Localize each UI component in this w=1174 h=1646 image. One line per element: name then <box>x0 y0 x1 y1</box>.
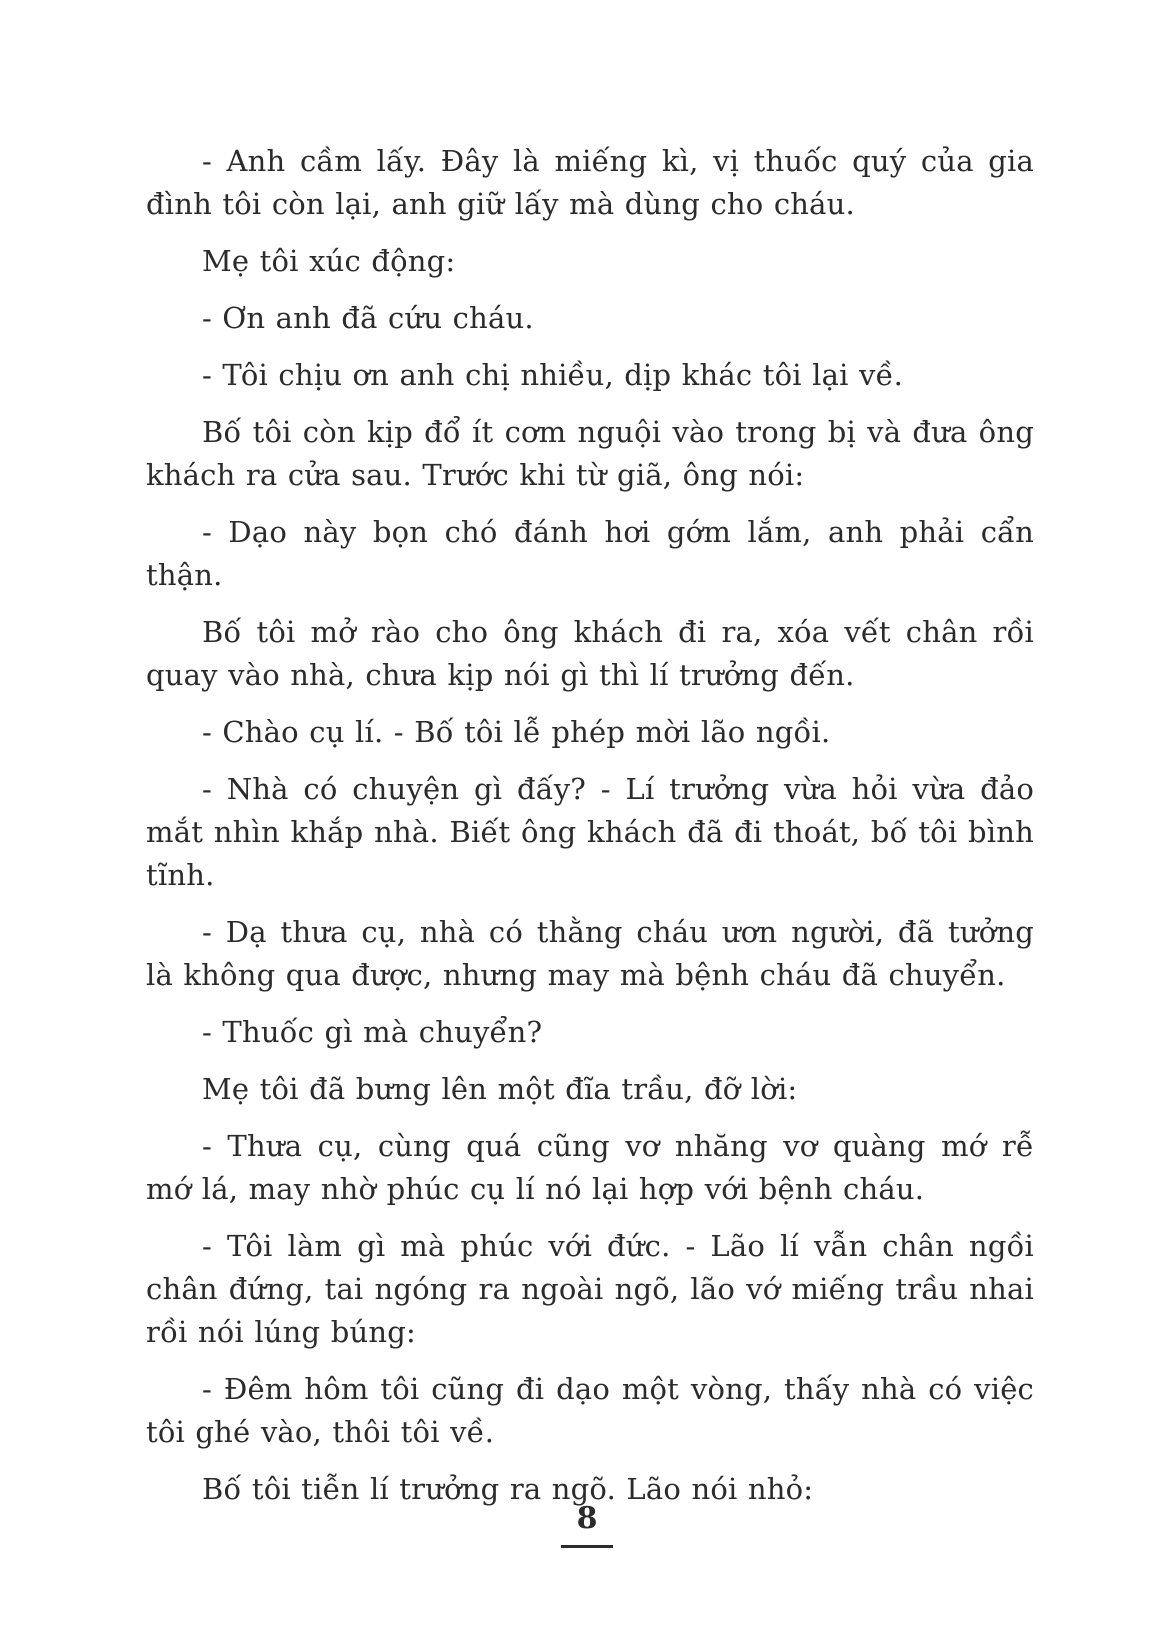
paragraph: - Thuốc gì mà chuyển? <box>202 1015 543 1049</box>
paragraph: Bố tôi còn kịp đổ ít cơm nguội vào trong bị và đưa ông khách ra cửa sau. Trước khi từ giã, ông nói: <box>146 415 1034 492</box>
paragraph: - Đêm hôm tôi cũng đi dạo một vòng, thấy nhà có việc tôi ghé vào, thôi tôi về. <box>146 1372 1034 1449</box>
page-footer <box>0 1502 1174 1548</box>
paragraph: Mẹ tôi xúc động: <box>202 244 456 278</box>
paragraph: Mẹ tôi đã bưng lên một đĩa trầu, đỡ lời: <box>202 1072 798 1106</box>
text-content <box>146 140 1034 1525</box>
paragraph: - Tôi làm gì mà phúc với đức. - Lão lí vẫn chân ngồi chân đứng, tai ngóng ra ngoài ngõ, lão vớ miếng trầu nhai rồi nói lúng búng: <box>146 1229 1034 1349</box>
paragraph: - Anh cầm lấy. Đây là miếng kì, vị thuốc quý của gia đình tôi còn lại, anh giữ lấy mà dùng cho cháu. <box>146 144 1034 221</box>
paragraph: - Nhà có chuyện gì đấy? - Lí trưởng vừa hỏi vừa đảo mắt nhìn khắp nhà. Biết ông khách đã đi thoát, bố tôi bình tĩnh. <box>146 772 1034 892</box>
page-number: 8 <box>576 1501 598 1536</box>
paragraph: Bố tôi mở rào cho ông khách đi ra, xóa vết chân rồi quay vào nhà, chưa kịp nói gì thì lí trưởng đến. <box>146 615 1034 692</box>
page-number-underline <box>561 1545 613 1548</box>
paragraph: - Dạ thưa cụ, nhà có thằng cháu ươn người, đã tưởng là không qua được, nhưng may mà bệnh cháu đã chuyển. <box>146 915 1034 992</box>
paragraph: - Dạo này bọn chó đánh hơi gớm lắm, anh phải cẩn thận. <box>146 515 1034 592</box>
paragraph: - Tôi chịu ơn anh chị nhiều, dịp khác tôi lại về. <box>202 358 904 392</box>
paragraph: - Ơn anh đã cứu cháu. <box>202 301 534 335</box>
paragraph: Bố tôi tiễn lí trưởng ra ngõ. Lão nói nhỏ: <box>202 1472 814 1506</box>
paragraph: - Thưa cụ, cùng quá cũng vơ nhăng vơ quàng mớ rễ mớ lá, may nhờ phúc cụ lí nó lại hợp với bệnh cháu. <box>146 1129 1034 1206</box>
paragraph: - Chào cụ lí. - Bố tôi lễ phép mời lão ngồi. <box>202 715 831 749</box>
